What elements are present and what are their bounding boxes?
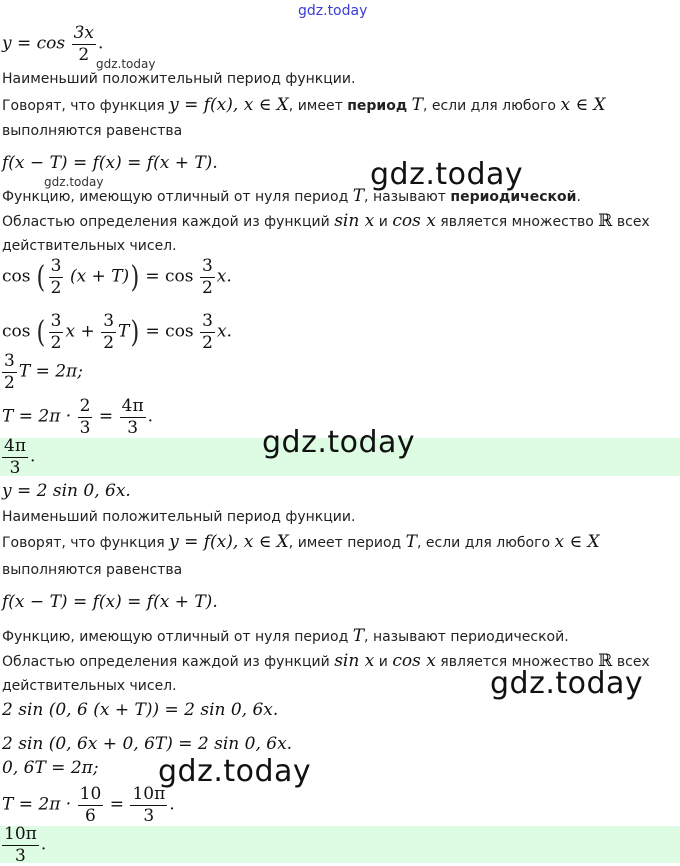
p1-line-5: Функцию, имеющую отличный от нуля период T, называют периодической. [2, 186, 581, 206]
p1-s2-frac2: $\frac{3}{2}$ [103, 311, 115, 353]
p1-line-4: f(x − T) = f(x) = f(x + T). [2, 153, 218, 173]
watermark-big-2: gdz.today [262, 425, 416, 460]
p2-line-3: выполняются равенства [2, 562, 183, 578]
p1-step-4: T = 2π · $\frac{2}{3}$ = $\frac{4\pi}{3}$ . [2, 396, 154, 438]
p1-s2-frac3: $\frac{3}{2}$ [202, 311, 213, 353]
watermark-small-2: gdz.today [44, 175, 104, 189]
p2-line-2: Говорят, что функция y = f(x), x ∈ X, имеет период T, если для любого x ∈ X [2, 532, 600, 552]
p2-equation: y = 2 sin 0, 6x. [2, 481, 131, 501]
p1-line-6: Областью определения каждой из функций sin x и cos x является множество ℝ всех [2, 211, 650, 231]
p2-answer-frac: $\frac{10\pi}{3}$ [4, 824, 37, 866]
p2-step-4: T = 2π · $\frac{10}{6}$ = $\frac{10\pi}{3}$ . [2, 784, 175, 826]
p1-line-7: действительных чисел. [2, 238, 177, 254]
p2-line-7: действительных чисел. [2, 678, 177, 694]
p1-line-3: выполняются равенства [2, 123, 183, 139]
p1-s4-frac2: $\frac{4\pi}{3}$ [121, 396, 144, 438]
p1-step-2: cos ( $\frac{3}{2}$ x + $\frac{3}{2}$ T) = cos $\frac{3}{2}$ x. [2, 311, 232, 353]
watermark-big-1: gdz.today [370, 157, 524, 192]
p1-eq-fraction: $\frac{3x}{2}$ [73, 23, 94, 65]
p2-answer: $\frac{10\pi}{3}$ . [4, 824, 47, 866]
p1-s3-frac: $\frac{3}{2}$ [4, 351, 15, 393]
p2-step-2: 2 sin (0, 6x + 0, 6T) = 2 sin 0, 6x. [2, 734, 293, 754]
p1-s1-frac: $\frac{3}{2}$ [50, 256, 62, 298]
p2-line-1: Наименьший положительный период функции. [2, 509, 356, 525]
p1-s2-frac: $\frac{3}{2}$ [50, 311, 62, 353]
p2-line-4: f(x − T) = f(x) = f(x + T). [2, 592, 218, 612]
p2-step-1: 2 sin (0, 6 (x + T)) = 2 sin 0, 6x. [2, 700, 279, 720]
p1-equation: y = cos $\frac{3x}{2}$ . [2, 23, 104, 65]
p2-line-5: Функцию, имеющую отличный от нуля период T, называют периодической. [2, 626, 569, 646]
watermark-big-4: gdz.today [158, 754, 312, 789]
p1-answer: $\frac{4\pi}{3}$ . [4, 436, 36, 478]
p2-step-3: 0, 6T = 2π; [2, 758, 99, 778]
p2-s4-frac: $\frac{10}{6}$ [79, 784, 102, 826]
answer-band-2 [0, 824, 680, 866]
p2-line-6: Областью определения каждой из функций sin x и cos x является множество ℝ всех [2, 651, 650, 671]
p1-s4-frac: $\frac{2}{3}$ [79, 396, 91, 438]
p2-s4-frac2: $\frac{10\pi}{3}$ [132, 784, 166, 826]
p1-answer-frac: $\frac{4\pi}{3}$ [4, 436, 26, 478]
p1-s1-frac2: $\frac{3}{2}$ [201, 256, 213, 298]
p1-step-1: cos ( $\frac{3}{2}$ (x + T)) = cos $\frac{3}{2}$ x. [2, 256, 232, 298]
p1-step-3: $\frac{3}{2}$ T = 2π; [4, 351, 83, 393]
p1-line-2: Говорят, что функция y = f(x), x ∈ X, имеет период T, если для любого x ∈ X [2, 95, 606, 115]
watermark-top: gdz.today [298, 3, 368, 19]
p1-line-1: Наименьший положительный период функции. [2, 71, 356, 87]
watermark-big-3: gdz.today [490, 666, 644, 701]
watermark-small-1: gdz.today [96, 57, 156, 71]
